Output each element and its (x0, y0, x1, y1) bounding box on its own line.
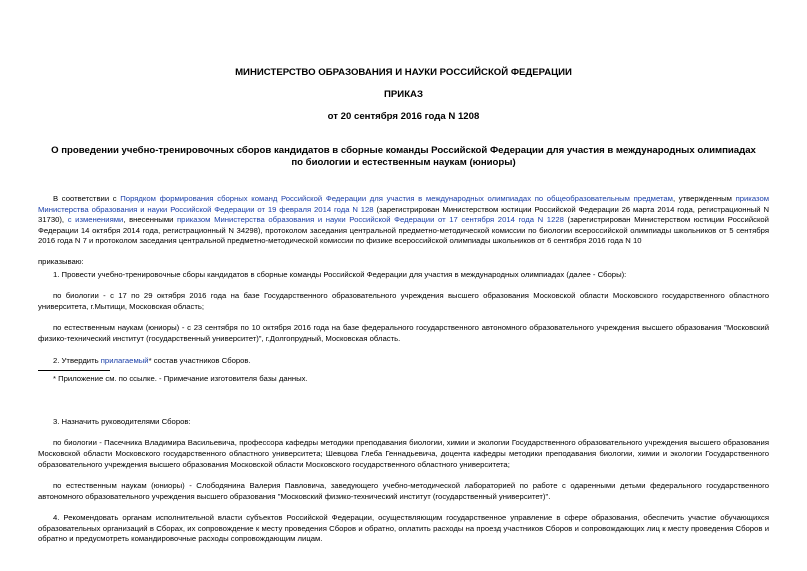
preamble-paragraph: В соответствии с Порядком формирования сборных команд Российской Федерации для участия в международных олимпиадах по общеобразовательным предметам, утвержденным приказом Министерства образования и науки Российской Федерации от 19 февраля 2014 года N 128 (зарегистрирован Министерством юстиции Российской Федерации 26 марта 2014 года, регистрационный N 31730), с изменениями, внесенными приказом Министерства образования и науки Российской Федерации от 17 сентября 2014 года N 1228 (зарегистрирован Министерством юстиции Российской Федерации 14 октября 2014 года, регистрационный N 34298), протоколом заседания центральной предметно-методической комиссии по биологии всероссийской олимпиады школьников от 5 сентября 2016 года N 7 и протоколом заседания центральной предметно-методической комиссии по физике всероссийской олимпиады школьников от 6 сентября 2016 года N 10 (38, 194, 770, 246)
order-1228-link[interactable]: приказом Министерства образования и науки Российской Федерации от 17 сентября 2014 года N 1228 (177, 215, 564, 225)
footnote-rule (38, 370, 110, 371)
ministry-heading: МИНИСТЕРСТВО ОБРАЗОВАНИЯ И НАУКИ РОССИЙСКОЙ ФЕДЕРАЦИИ (235, 67, 572, 78)
item-2: 2. Утвердить прилагаемый* состав участников Сборов. (53, 355, 251, 365)
amendments-link[interactable]: с изменениями (67, 215, 124, 225)
date-number-heading: от 20 сентября 2016 года N 1208 (327, 111, 480, 122)
item-3-biology: по биологии - Пасечника Владимира Васильевича, профессора кафедры методики преподавания биологии, химии и экологии Государственного образовательного учреждения высшего образования Московской области Московского государственного областного университета; Шевцова Глеба Геннадьевича, доцента кафедры методики преподавания биологии, химии и экологии Государственного образовательного учреждения высшего образования Московской области Московского государственного областного университета; (38, 438, 769, 469)
item-1-biology: по биологии - с 17 по 29 октября 2016 года на базе Государственного образовательного учреждения высшего образования Московской области Московского государственного областного университета, г.Мытищи, Московская область; (38, 291, 769, 311)
item-3-natural-sciences: по естественным наукам (юниоры) - Слободянина Валерия Павловича, заведующего учебно-методической лабораторией по работе с одаренными детьми федерального государственного автономного образовательного учреждения высшего образования "Московский физико-технический институт (государственный университет)". (38, 481, 769, 501)
procedure-link[interactable]: Порядком формирования сборных команд Российской Федерации для участия в международных олимпиадах по общеобразовательным предметам (120, 194, 673, 203)
item-1-natural-sciences: по естественным наукам (юниоры) - с 23 сентября по 10 октября 2016 года на базе федерального государственного автономного образовательного учреждения высшего образования "Московский физико-технический институт (государственный университет)", г.Долгопрудный, Московская область. (38, 323, 769, 343)
orders-word: приказываю: (38, 256, 84, 266)
item-4: 4. Рекомендовать органам исполнительной власти субъектов Российской Федерации, осуществляющим государственное управление в сфере образования, обеспечить участие обучающихся образовательных организаций в Сборах, их сопровождение к месту проведения Сборов и обратно, оплатить расходы на проезд участников Сборов и сопровождающих лиц к месту проведения Сборов и обратно и предусмотреть командировочные расходы сопровождающим лицам. (38, 513, 769, 544)
document-title: О проведении учебно-тренировочных сборов кандидатов в сборные команды Российской Федерации для участия в международных олимпиадах по биологии и естественным наукам (юниоры) (51, 145, 756, 168)
item-3: 3. Назначить руководителями Сборов: (53, 416, 191, 426)
order-128-link[interactable]: приказом Министерства образования и науки Российской Федерации от 19 февраля 2014 года N 128 (38, 194, 770, 214)
appendix-link[interactable]: прилагаемый (100, 355, 149, 365)
document-page (38, 0, 769, 545)
footnote: * Приложение см. по ссылке. - Примечание изготовителя базы данных. (53, 374, 308, 384)
item-1: 1. Провести учебно-тренировочные сборы кандидатов в сборные команды Российской Федерации для участия в международных олимпиадах (далее - Сборы): (53, 269, 627, 279)
doc-type-heading: ПРИКАЗ (384, 89, 423, 100)
